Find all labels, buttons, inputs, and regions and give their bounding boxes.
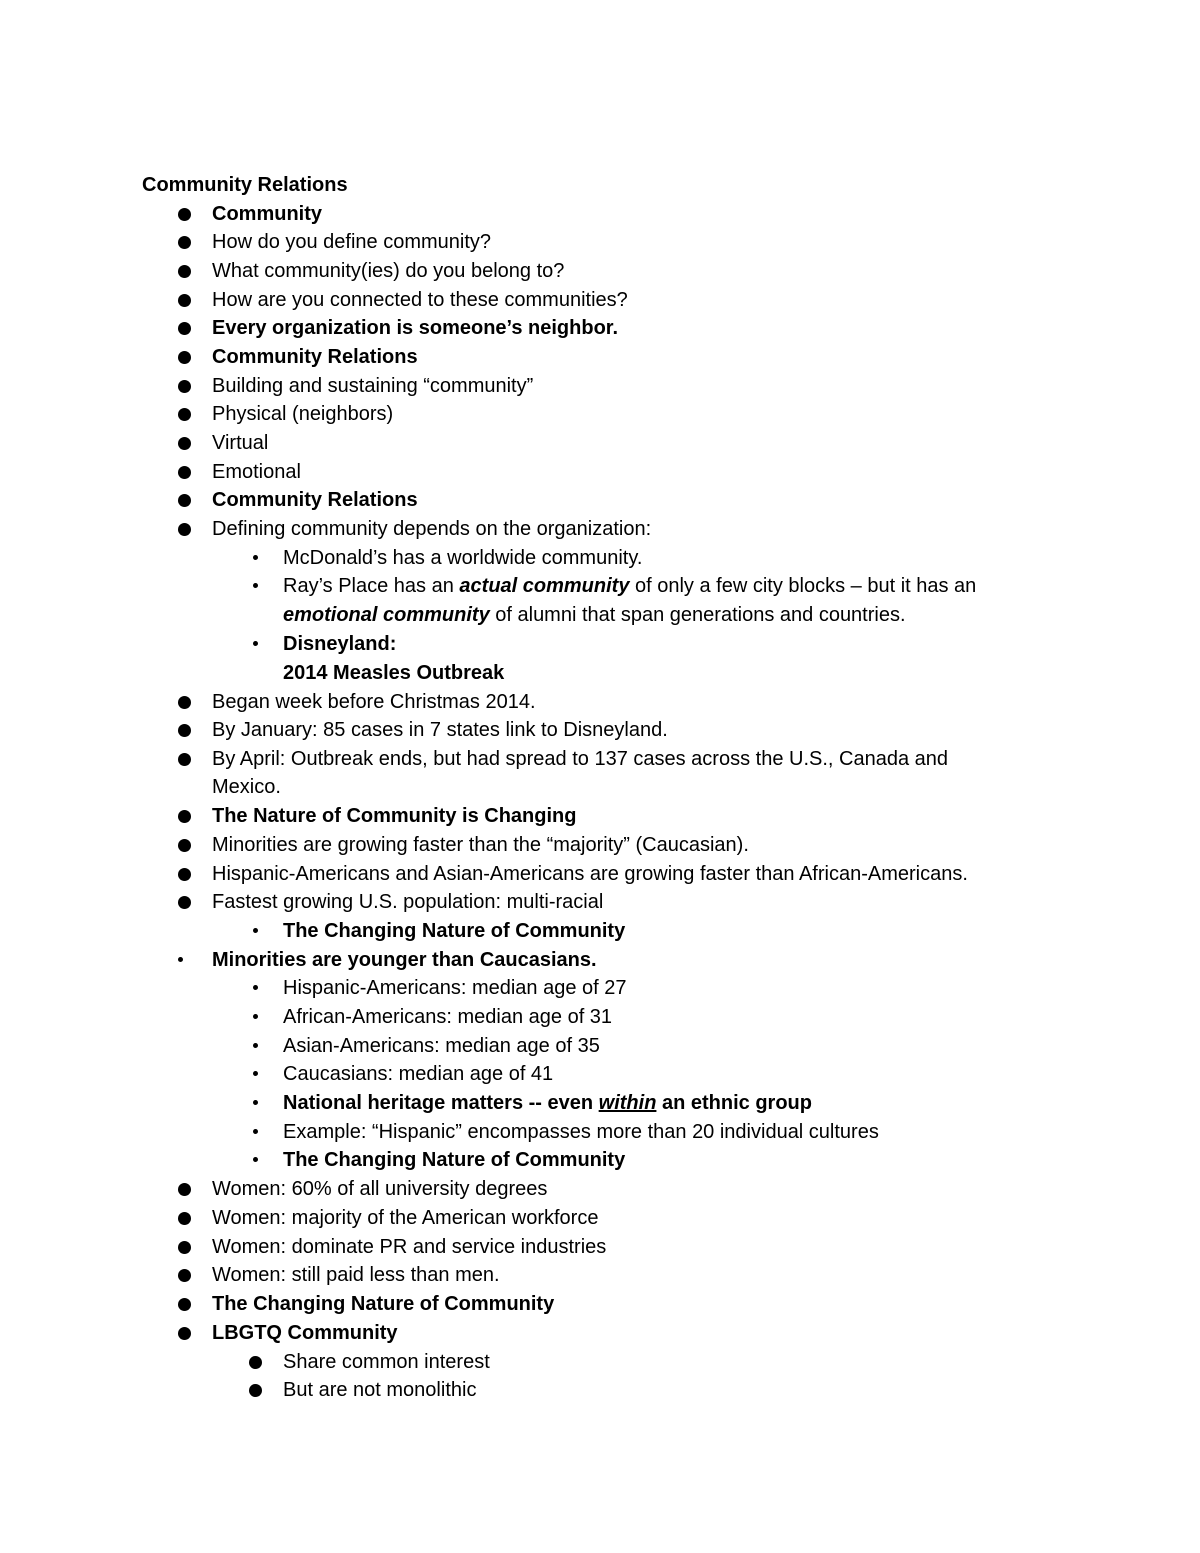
- small-bullet-icon: [253, 1129, 258, 1134]
- list-item: Minorities are growing faster than the “majority” (Caucasian).: [212, 831, 749, 860]
- list-item: By April: Outbreak ends, but had spread to 137 cases across the U.S., Canada and: [212, 745, 948, 774]
- bullet-icon: [178, 1183, 191, 1196]
- bullet-icon: [178, 322, 191, 335]
- sub-list-item: Disneyland:: [283, 630, 396, 659]
- bullet-icon: [178, 1241, 191, 1254]
- sub-list-item: Hispanic-Americans: median age of 27: [283, 974, 627, 1003]
- bullet-icon: [178, 753, 191, 766]
- list-item: Women: 60% of all university degrees: [212, 1175, 547, 1204]
- bullet-icon: [178, 810, 191, 823]
- small-bullet-icon: [253, 1043, 258, 1048]
- bullet-icon: [178, 380, 191, 393]
- small-bullet-icon: [253, 1157, 258, 1162]
- list-item-continuation: Mexico.: [212, 776, 281, 798]
- sub-list-item: Caucasians: median age of 41: [283, 1060, 553, 1089]
- bullet-icon: [178, 294, 191, 307]
- list-item: The Nature of Community is Changing: [212, 802, 576, 831]
- list-item: Building and sustaining “community”: [212, 372, 533, 401]
- list-item: Defining community depends on the organization:: [212, 515, 651, 544]
- bullet-icon: [178, 466, 191, 479]
- bullet-icon: [178, 1269, 191, 1282]
- sub-list-item: But are not monolithic: [283, 1376, 476, 1405]
- bullet-icon: [178, 265, 191, 278]
- small-bullet-icon: [253, 641, 258, 646]
- bullet-icon: [178, 1327, 191, 1340]
- small-bullet-icon: [253, 1100, 258, 1105]
- bullet-icon: [178, 896, 191, 909]
- list-item: By January: 85 cases in 7 states link to Disneyland.: [212, 716, 668, 745]
- sub-list-item: McDonald’s has a worldwide community.: [283, 544, 642, 573]
- list-item: Hispanic-Americans and Asian-Americans are growing faster than African-Americans.: [212, 860, 968, 889]
- bullet-icon: [249, 1356, 262, 1369]
- sub-list-item: Share common interest: [283, 1348, 490, 1377]
- bullet-icon: [178, 494, 191, 507]
- bullet-icon: [249, 1384, 262, 1397]
- small-bullet-icon: [178, 957, 183, 962]
- list-item: Community: [212, 200, 322, 229]
- sub-list-item-continuation: emotional community of alumni that span generations and countries.: [283, 604, 906, 626]
- list-item: Women: majority of the American workforce: [212, 1204, 598, 1233]
- list-item: Fastest growing U.S. population: multi-racial: [212, 888, 603, 917]
- bullet-icon: [178, 523, 191, 536]
- small-bullet-icon: [253, 583, 258, 588]
- bullet-icon: [178, 868, 191, 881]
- bullet-icon: [178, 1212, 191, 1225]
- bullet-icon: [178, 437, 191, 450]
- bullet-icon: [178, 839, 191, 852]
- list-item: Virtual: [212, 429, 268, 458]
- list-item: Minorities are younger than Caucasians.: [212, 946, 597, 975]
- list-item: Began week before Christmas 2014.: [212, 688, 536, 717]
- list-item: Emotional: [212, 458, 301, 487]
- small-bullet-icon: [253, 928, 258, 933]
- sub-list-item: The Changing Nature of Community: [283, 917, 625, 946]
- bullet-icon: [178, 1298, 191, 1311]
- sub-list-item: African-Americans: median age of 31: [283, 1003, 612, 1032]
- sub-list-item: National heritage matters -- even within an ethnic group: [283, 1089, 812, 1118]
- bullet-icon: [178, 408, 191, 421]
- sub-list-item: Asian-Americans: median age of 35: [283, 1032, 600, 1061]
- small-bullet-icon: [253, 985, 258, 990]
- list-item: How do you define community?: [212, 228, 491, 257]
- bullet-icon: [178, 696, 191, 709]
- list-item: How are you connected to these communities?: [212, 286, 628, 315]
- sub-list-item-continuation: 2014 Measles Outbreak: [283, 662, 505, 684]
- list-item: Every organization is someone’s neighbor.: [212, 314, 618, 343]
- bullet-icon: [178, 351, 191, 364]
- small-bullet-icon: [253, 555, 258, 560]
- list-item: What community(ies) do you belong to?: [212, 257, 564, 286]
- page-title: Community Relations: [142, 174, 348, 196]
- small-bullet-icon: [253, 1071, 258, 1076]
- sub-list-item: Ray’s Place has an actual community of only a few city blocks – but it has an: [283, 572, 976, 601]
- list-item: Physical (neighbors): [212, 400, 393, 429]
- list-item: Women: dominate PR and service industries: [212, 1233, 606, 1262]
- list-item: Community Relations: [212, 343, 418, 372]
- list-item: Women: still paid less than men.: [212, 1261, 500, 1290]
- list-item: LBGTQ Community: [212, 1319, 398, 1348]
- small-bullet-icon: [253, 1014, 258, 1019]
- list-item: The Changing Nature of Community: [212, 1290, 554, 1319]
- bullet-icon: [178, 208, 191, 221]
- sub-list-item: Example: “Hispanic” encompasses more than 20 individual cultures: [283, 1118, 879, 1147]
- bullet-icon: [178, 724, 191, 737]
- list-item: Community Relations: [212, 486, 418, 515]
- bullet-icon: [178, 236, 191, 249]
- sub-list-item: The Changing Nature of Community: [283, 1146, 625, 1175]
